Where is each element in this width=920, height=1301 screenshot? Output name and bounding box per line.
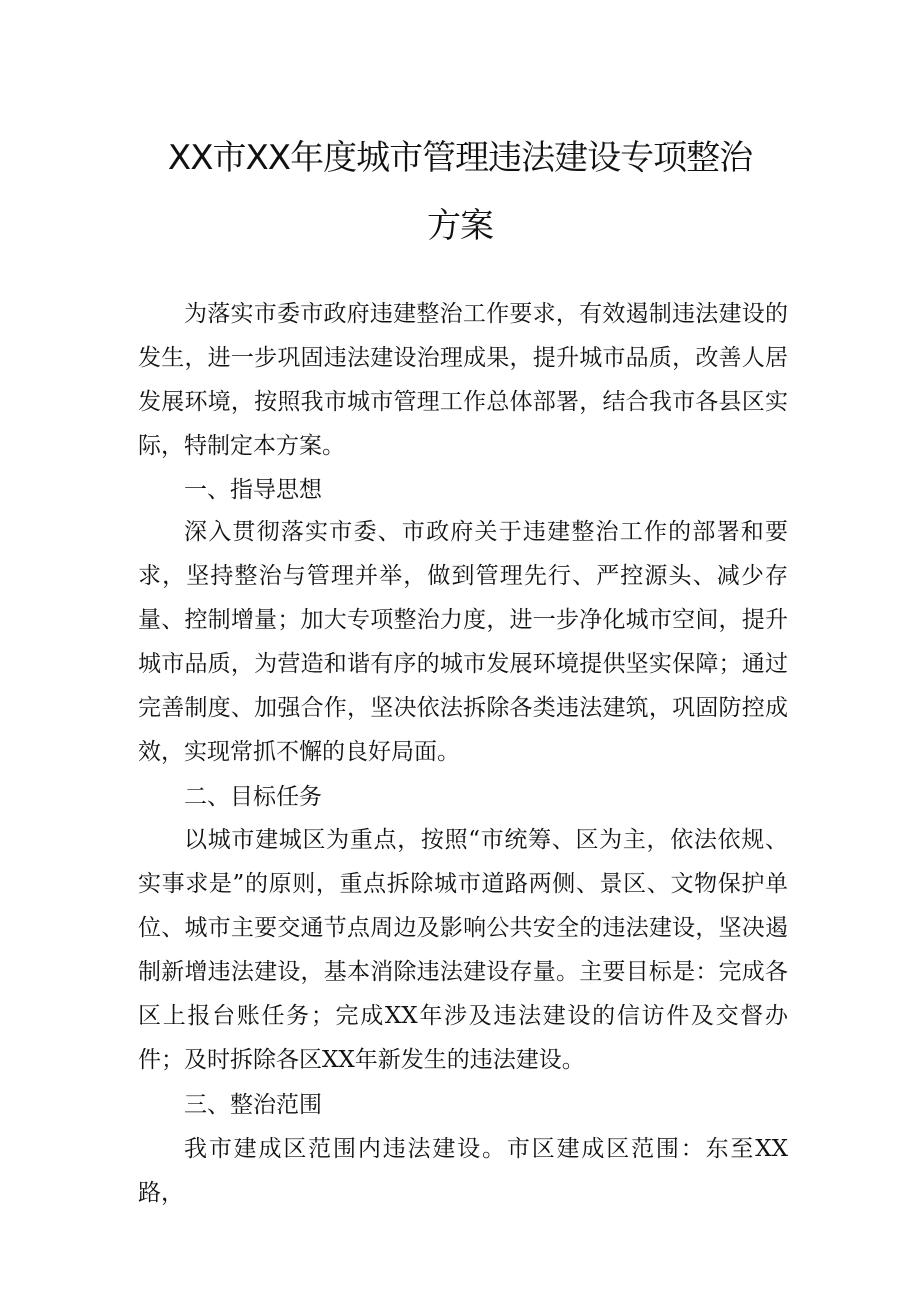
section-body-guiding-ideology: 深入贯彻落实市委、市政府关于违建整治工作的部署和要求，坚持整治与管理并举，做到管理先行、严控源头、减少存量、控制增量；加大专项整治力度，进一步净化城市空间，提升城市品质，为营造和谐有序的城市发展环境提供坚实保障；通过完善制度、加强合作，坚决依法拆除各类违法建筑，巩固防控成效，实现常抓不懈的良好局面。 — [138, 519, 788, 765]
section-heading-goals-tasks: 二、目标任务 — [184, 784, 322, 810]
document-title-line-1: XX市XX年度城市管理违法建设专项整治 — [167, 138, 753, 178]
section-body-scope: 我市建成区范围内违法建设。市区建成区范围：东至XX路， — [138, 1136, 788, 1206]
intro-paragraph: 为落实市委市政府违建整治工作要求，有效遏制违法建设的发生，进一步巩固违法建设治理成果，提升城市品质，改善人居发展环境，按照我市城市管理工作总体部署，结合我市各县区实际，特制定本方案。 — [138, 301, 788, 459]
section-heading-guiding-ideology: 一、指导思想 — [184, 477, 322, 503]
document-title-line-2: 方案 — [427, 206, 493, 246]
section-body-goals-tasks: 以城市建城区为重点，按照“市统筹、区为主，依法依规、实事求是”的原则，重点拆除城市道路两侧、景区、文物保护单位、城市主要交通节点周边及影响公共安全的违法建设，坚决遏制新增违法建设，基本消除违法建设存量。主要目标是：完成各区上报台账任务；完成XX年涉及违法建设的信访件及交督办件；及时拆除各区XX年新发生的违法建设。 — [138, 827, 788, 1073]
section-heading-scope: 三、整治范围 — [184, 1092, 322, 1118]
